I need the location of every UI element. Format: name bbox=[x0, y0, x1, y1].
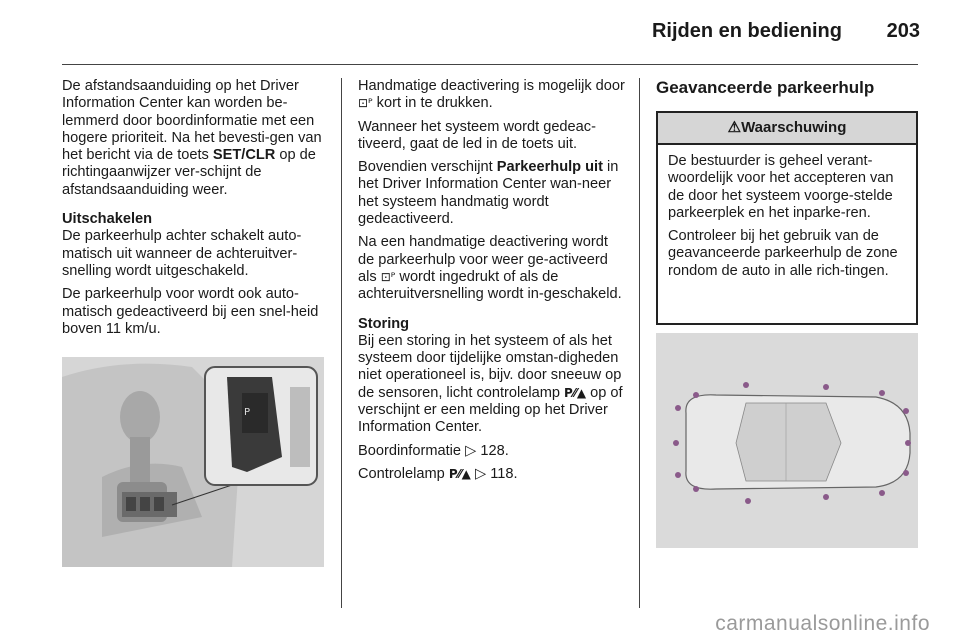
paragraph: De afstandsaanduiding op het Driver Information Center kan worden be-lemmerd door boordinformatie met een hogere prioriteit. Na het bevesti-gen van het bericht via de toets SET/CLR op de richtingaanwijzer ver-schijnt de afstandsaanduiding weer. bbox=[62, 78, 322, 198]
column-divider bbox=[639, 78, 640, 608]
column-2 bbox=[358, 78, 626, 489]
park-assist-warning-lamp-icon: P⁄⁄▲ bbox=[448, 466, 471, 481]
paragraph: Wanneer het systeem wordt gedeac-tiveerd, gaat de led in de toets uit. bbox=[358, 118, 596, 152]
gear-shift-illustration bbox=[62, 357, 324, 567]
watermark: carmanualsonline.info bbox=[715, 612, 930, 635]
warning-header: ⚠Waarschuwing bbox=[658, 113, 916, 145]
car-sensor-illustration bbox=[656, 333, 918, 548]
page-reference-arrow-icon: ▷ bbox=[474, 465, 487, 482]
section-heading: Uitschakelen bbox=[62, 211, 153, 228]
svg-text:P: P bbox=[244, 407, 251, 418]
warning-paragraph: Controleer bij het gebruik van de geavanceerde parkeerhulp de zone rondom de auto in alle rich-tingen. bbox=[668, 228, 898, 279]
paragraph: Na een handmatige deactivering wordt de parkeerhulp voor weer ge-activeerd als ⊡ᴾ wordt ingedrukt of als de achteruitversnelling wordt in-geschakeld. bbox=[358, 234, 622, 303]
gear-shift-illustration bbox=[62, 357, 324, 567]
column-divider bbox=[341, 78, 342, 608]
header-divider bbox=[62, 64, 918, 65]
paragraph: De parkeerhulp achter schakelt auto-matisch uit wanneer de achteruitver-snelling wordt uitgeschakeld. bbox=[62, 228, 302, 279]
column-1 bbox=[62, 78, 330, 344]
paragraph: Handmatige deactivering is mogelijk door ⊡ᴾ kort in te drukken. bbox=[358, 78, 625, 112]
paragraph: Bovendien verschijnt Parkeerhulp uit in het Driver Information Center wan-neer het systeem handmatig wordt gedeactiveerd. bbox=[358, 159, 619, 228]
section-title: Geavanceerde parkeerhulp bbox=[656, 78, 875, 97]
paragraph: Bij een storing in het systeem of als het systeem door tijdelijke omstan-digheden niet operationeel is, bijv. door sneeuw op de sensoren, licht controlelamp P⁄⁄▲ op of verschijnt er een melding op het Driver Information Center. bbox=[358, 332, 623, 436]
page-header-title: Rijden en bediening bbox=[651, 20, 842, 42]
page-number: 203 bbox=[886, 20, 920, 42]
page-reference: Boordinformatie ▷ 128. bbox=[358, 442, 509, 459]
warning-paragraph: De bestuurder is geheel verant-woordelijk voor het accepteren van de door het systeem voorge-stelde parkeerplek en het inparke-ren. bbox=[668, 153, 894, 221]
page-reference: Controlelamp P⁄⁄▲ ▷ 118. bbox=[358, 465, 518, 482]
warning-box bbox=[656, 111, 918, 325]
section-heading: Storing bbox=[358, 315, 410, 332]
park-assist-button-icon: ⊡ᴾ bbox=[380, 269, 396, 284]
paragraph: De parkeerhulp voor wordt ook auto-matisch gedeactiveerd bij een snel-heid boven 11 km/u. bbox=[62, 286, 319, 337]
set-clr-key: SET/CLR bbox=[212, 147, 276, 164]
park-assist-warning-lamp-icon: P⁄⁄▲ bbox=[564, 385, 587, 400]
warning-body bbox=[658, 145, 916, 280]
park-assist-button-icon: ⊡ᴾ bbox=[358, 96, 373, 111]
warning-triangle-icon: ⚠ bbox=[727, 119, 742, 136]
car-sensor-illustration bbox=[656, 333, 918, 548]
page-reference-arrow-icon: ▷ bbox=[465, 442, 477, 459]
